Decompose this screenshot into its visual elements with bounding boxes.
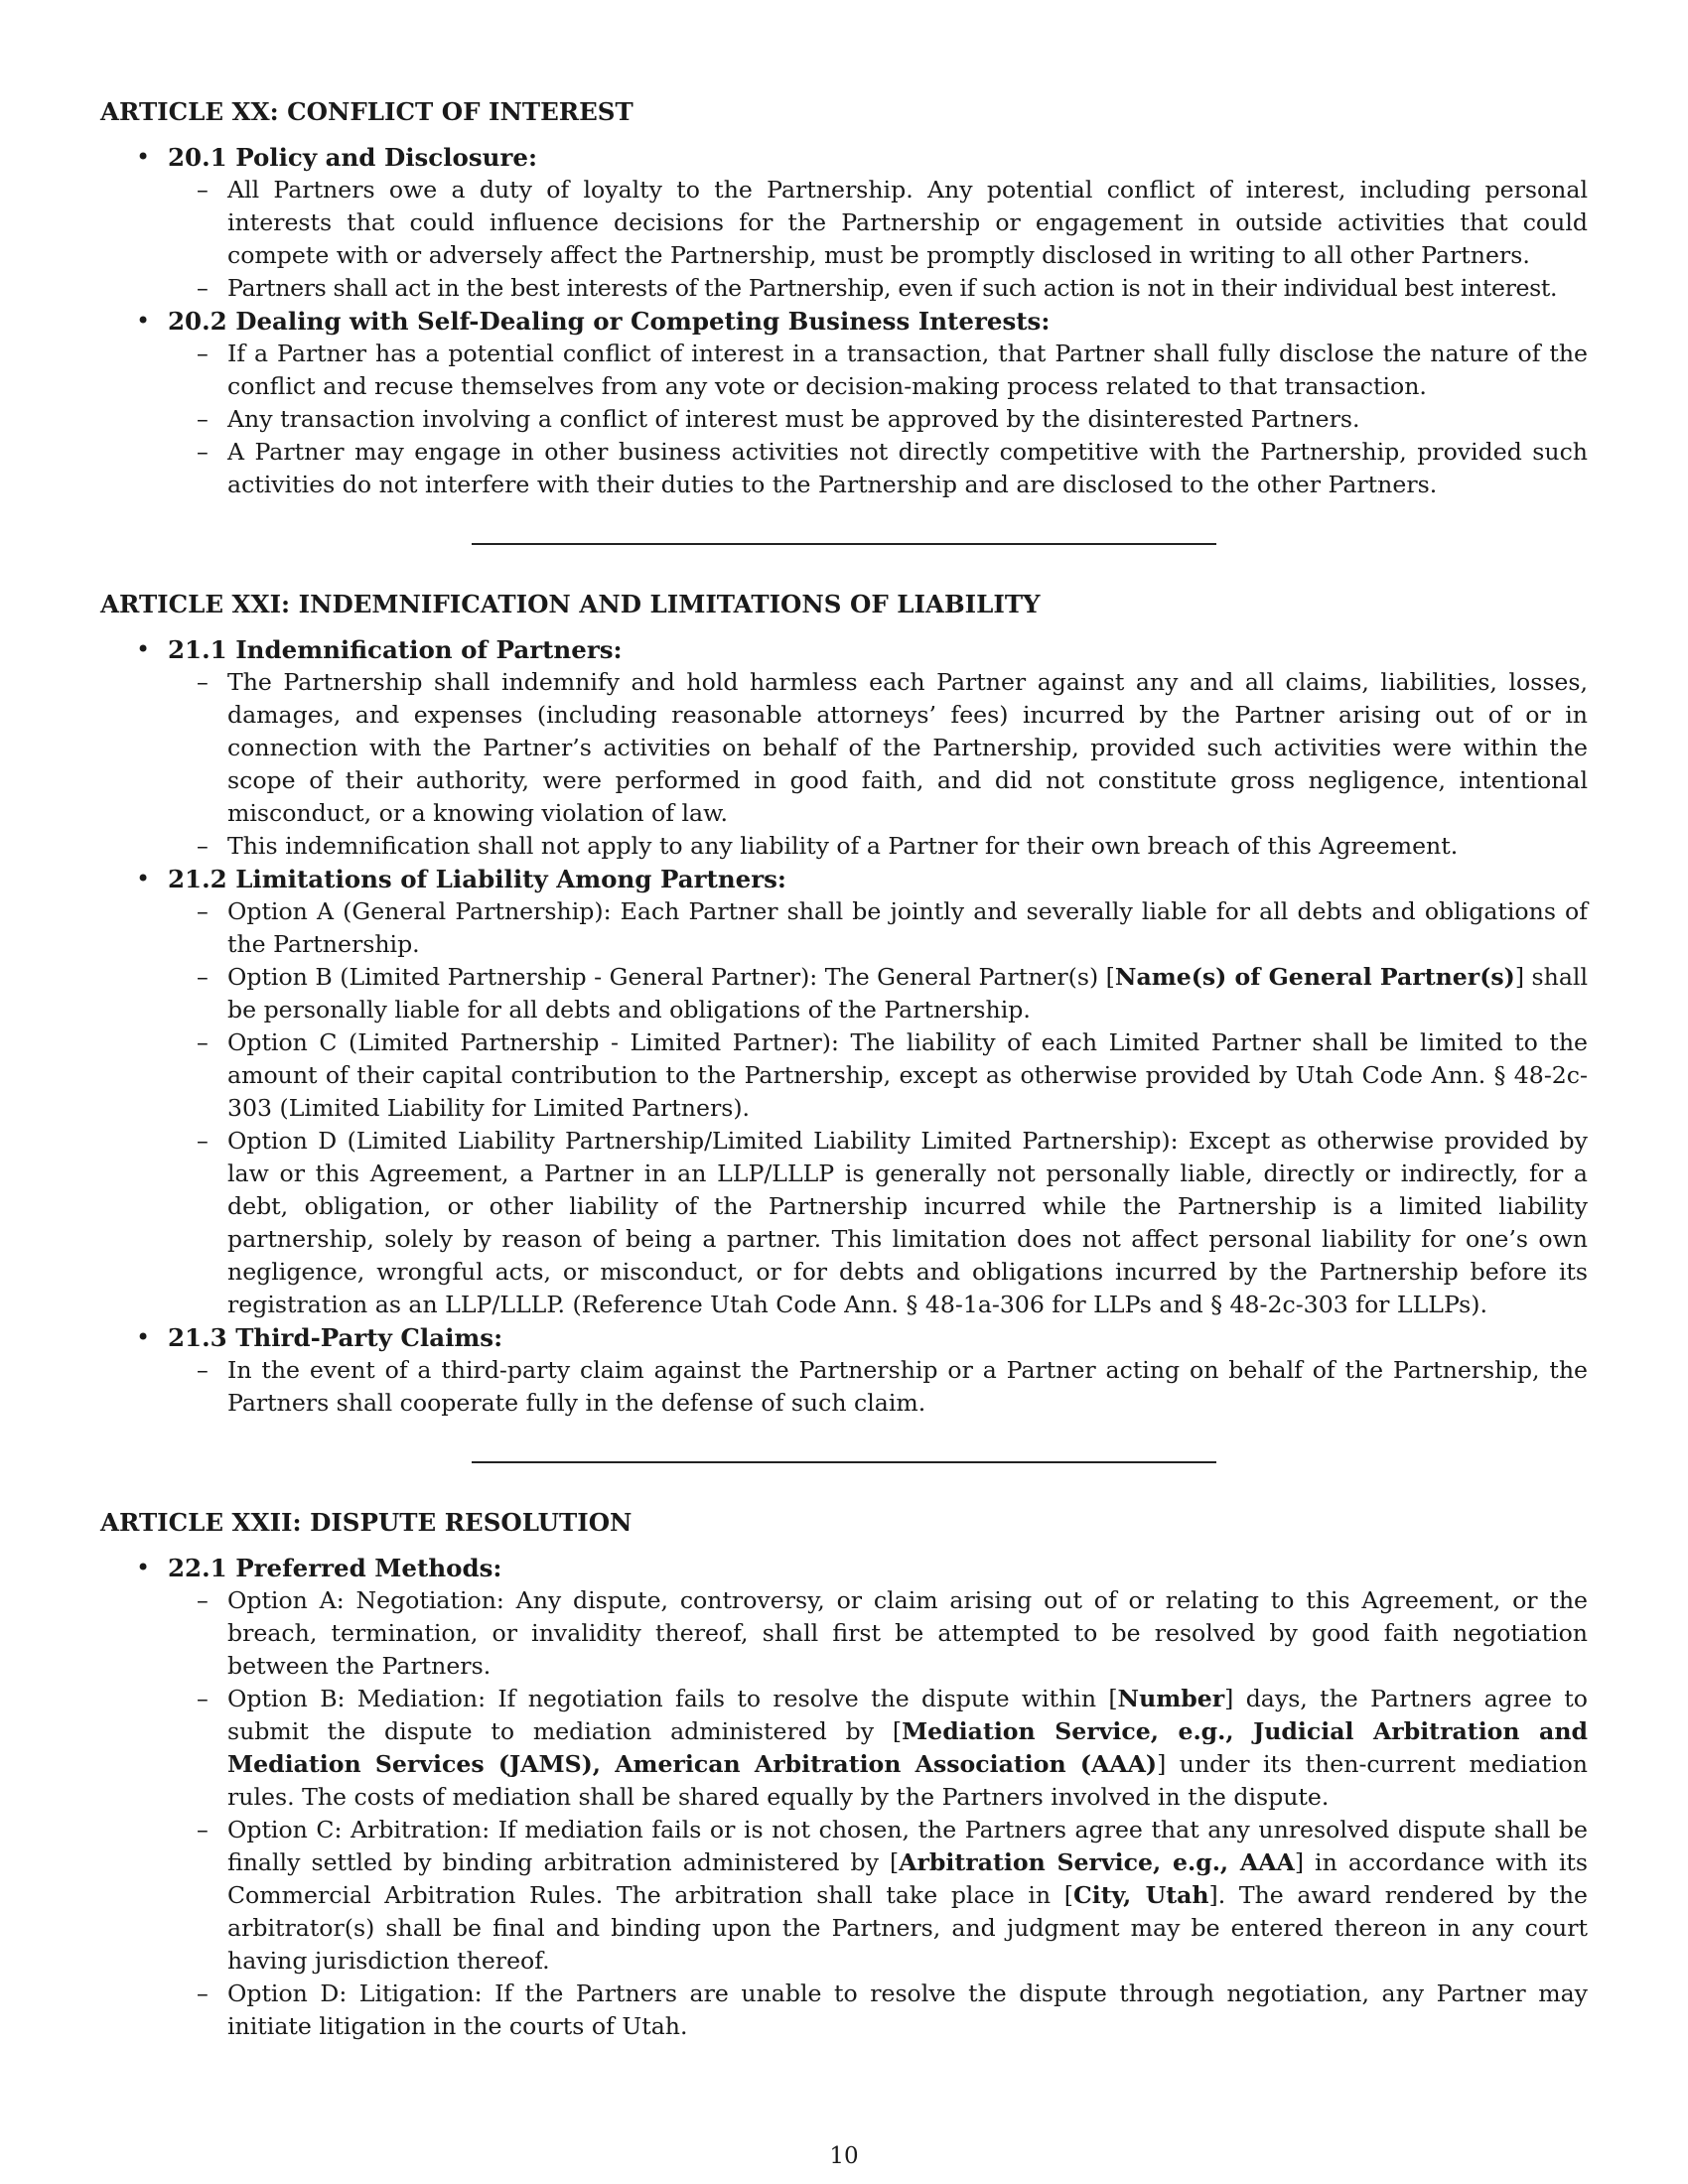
dash-icon: –: [197, 1816, 209, 1843]
clause-list: [168, 666, 1588, 863]
section-item: [100, 863, 1588, 1321]
dash-icon: –: [197, 1028, 209, 1056]
clause: [168, 830, 1588, 863]
section-item: [100, 1552, 1588, 2043]
clause-text: Any transaction involving a conflict of interest must be approved by the disinterested Partners.: [227, 405, 1360, 433]
article-title: ARTICLE XXII: DISPUTE RESOLUTION: [100, 1508, 633, 1537]
clause: [168, 272, 1588, 305]
clause-text: In the event of a third-party claim against the Partnership or a Partner acting on behalf of the Partnership, the Partners shall cooperate fully in the defense of such claim.: [227, 1356, 1588, 1417]
clause-text-part: Option B: Mediation: If negotiation fails to resolve the dispute within [: [227, 1685, 1118, 1712]
clause: [168, 1683, 1588, 1814]
bullet-icon: •: [136, 1323, 151, 1351]
dash-icon: –: [197, 1979, 209, 2007]
placeholder-city: City, Utah: [1072, 1881, 1209, 1909]
bullet-icon: •: [136, 635, 151, 663]
placeholder-arbitration-service: Arbitration Service, e.g., AAA: [899, 1848, 1295, 1876]
article-title: ARTICLE XXI: INDEMNIFICATION AND LIMITATIONS OF LIABILITY: [100, 590, 1041, 618]
dash-icon: –: [197, 963, 209, 991]
clause: [168, 403, 1588, 436]
clause-text: Option D (Limited Liability Partnership/Limited Liability Limited Partnership): Except as otherwise provided by law or this Agreement, a Partner in an LLP/LLLP is generally not personally liable, directly or indirectly, for a debt, obligation, or other liability of the Partnership incurred while the Partnership is a limited liability partnership, solely by reason of being a partner. This limitation does not affect personal liability for one’s own negligence, wrongful acts, or misconduct, or for debts and obligations incurred by the Partnership before its registration as an LLP/LLLP. (Reference Utah Code Ann. § 48-1a-306 for LLPs and § 48-2c-303 for LLLPs).: [227, 1127, 1588, 1318]
section-list: [100, 141, 1588, 501]
section-title: 22.1 Preferred Methods:: [168, 1554, 502, 1582]
dash-icon: –: [197, 1356, 209, 1384]
section-title: 20.1 Policy and Disclosure:: [168, 143, 538, 172]
clause-text: The Partnership shall indemnify and hold harmless each Partner against any and all claims, liabilities, losses, damages, and expenses (including reasonable attorneys’ fees) incurred by the Partner arising out of or in connection with the Partner’s activities on behalf of the Partnership, provided such activities were within the scope of their authority, were performed in good faith, and did not constitute gross negligence, intentional misconduct, or a knowing violation of law.: [227, 668, 1588, 827]
clause: [168, 436, 1588, 501]
section-divider: [472, 543, 1216, 545]
clause-text-part: ] days, the Partners agree to submit the dispute to mediation administered by [: [227, 1685, 1588, 1745]
section-title: 20.2 Dealing with Self-Dealing or Competing Business Interests:: [168, 307, 1051, 336]
clause: [168, 1026, 1588, 1125]
section-item: [100, 633, 1588, 863]
clause: [168, 174, 1588, 272]
section-item: [100, 141, 1588, 305]
page-number: 10: [829, 2143, 859, 2169]
clause: [168, 1978, 1588, 2043]
placeholder-number: Number: [1117, 1685, 1225, 1712]
dash-icon: –: [197, 1127, 209, 1155]
dash-icon: –: [197, 274, 209, 302]
dash-icon: –: [197, 897, 209, 925]
section-list: [100, 633, 1588, 1420]
clause-list: [168, 174, 1588, 305]
clause-text: Partners shall act in the best interests of the Partnership, even if such action is not in their individual best interest.: [227, 274, 1558, 302]
clause-text-part: ] shall be personally liable for all debts and obligations of the Partnership.: [227, 963, 1589, 1024]
clause-list: [168, 895, 1588, 1321]
clause: [168, 1814, 1588, 1978]
dash-icon: –: [197, 668, 209, 696]
clause-list: [168, 1584, 1588, 2043]
clause-text: Option A (General Partnership): Each Partner shall be jointly and severally liable for all debts and obligations of the Partnership.: [227, 897, 1588, 958]
dash-icon: –: [197, 832, 209, 860]
clause: [168, 1584, 1588, 1683]
clause-text: If a Partner has a potential conflict of interest in a transaction, that Partner shall fully disclose the nature of the conflict and recuse themselves from any vote or decision-making process related to that transaction.: [227, 340, 1588, 400]
dash-icon: –: [197, 340, 209, 367]
clause: [168, 961, 1588, 1026]
dash-icon: –: [197, 1685, 209, 1712]
dash-icon: –: [197, 1586, 209, 1614]
section-title: 21.3 Third-Party Claims:: [168, 1323, 503, 1352]
section-item: [100, 305, 1588, 501]
bullet-icon: •: [136, 307, 151, 335]
clause-text: Option A: Negotiation: Any dispute, controversy, or claim arising out of or relating to this Agreement, or the breach, termination, or invalidity thereof, shall first be attempted to be resolved by good faith negotiation between the Partners.: [227, 1586, 1588, 1680]
section-list: [100, 1552, 1588, 2043]
clause: [168, 1125, 1588, 1321]
clause: [168, 338, 1588, 403]
dash-icon: –: [197, 438, 209, 466]
dash-icon: –: [197, 176, 209, 204]
clause-text: Option C (Limited Partnership - Limited Partner): The liability of each Limited Partner shall be limited to the amount of their capital contribution to the Partnership, except as otherwise provided by Utah Code Ann. § 48-2c-303 (Limited Liability for Limited Partners).: [227, 1028, 1588, 1122]
clause-text: A Partner may engage in other business activities not directly competitive with the Partnership, provided such activities do not interfere with their duties to the Partnership and are disclosed to the other Partners.: [227, 438, 1588, 498]
clause-text-part: Option C: Arbitration: If mediation fails or is not chosen, the Partners agree that any unresolved dispute shall be finally settled by binding arbitration administered by [: [227, 1816, 1588, 1876]
clause-text-part: ] in accordance with its Commercial Arbitration Rules. The arbitration shall take place in [: [227, 1848, 1588, 1909]
document-page: [100, 95, 1588, 2043]
article-title: ARTICLE XX: CONFLICT OF INTEREST: [100, 97, 633, 126]
dash-icon: –: [197, 405, 209, 433]
clause-text: All Partners owe a duty of loyalty to the Partnership. Any potential conflict of interest, including personal interests that could influence decisions for the Partnership or engagement in outside activities that could compete with or adversely affect the Partnership, must be promptly disclosed in writing to all other Partners.: [227, 176, 1588, 269]
placeholder-general-partner: Name(s) of General Partner(s): [1114, 963, 1515, 991]
clause-text: This indemnification shall not apply to any liability of a Partner for their own breach of this Agreement.: [227, 832, 1459, 860]
clause: [168, 666, 1588, 830]
clause-text-part: Option B (Limited Partnership - General Partner): The General Partner(s) [: [227, 963, 1115, 991]
clause-list: [168, 338, 1588, 501]
clause-text-part: ]. The award rendered by the arbitrator(s) shall be final and binding upon the Partners, and judgment may be entered thereon in any court having jurisdiction thereof.: [227, 1881, 1588, 1975]
section-title: 21.2 Limitations of Liability Among Partners:: [168, 865, 786, 893]
clause-list: [168, 1354, 1588, 1420]
bullet-icon: •: [136, 143, 151, 171]
section-item: [100, 1321, 1588, 1420]
placeholder-mediation-service: Mediation Service, e.g., Judicial Arbitration and Mediation Services (JAMS), American Arbitration Association (AAA): [227, 1717, 1588, 1778]
clause: [168, 895, 1588, 961]
clause-text-part: ] under its then-current mediation rules. The costs of mediation shall be shared equally by the Partners involved in the dispute.: [227, 1750, 1588, 1811]
clause-text: Option D: Litigation: If the Partners are unable to resolve the dispute through negotiation, any Partner may initiate litigation in the courts of Utah.: [227, 1979, 1588, 2040]
clause: [168, 1354, 1588, 1420]
bullet-icon: •: [136, 865, 151, 892]
bullet-icon: •: [136, 1554, 151, 1581]
section-title: 21.1 Indemnification of Partners:: [168, 635, 623, 664]
section-divider: [472, 1461, 1216, 1463]
